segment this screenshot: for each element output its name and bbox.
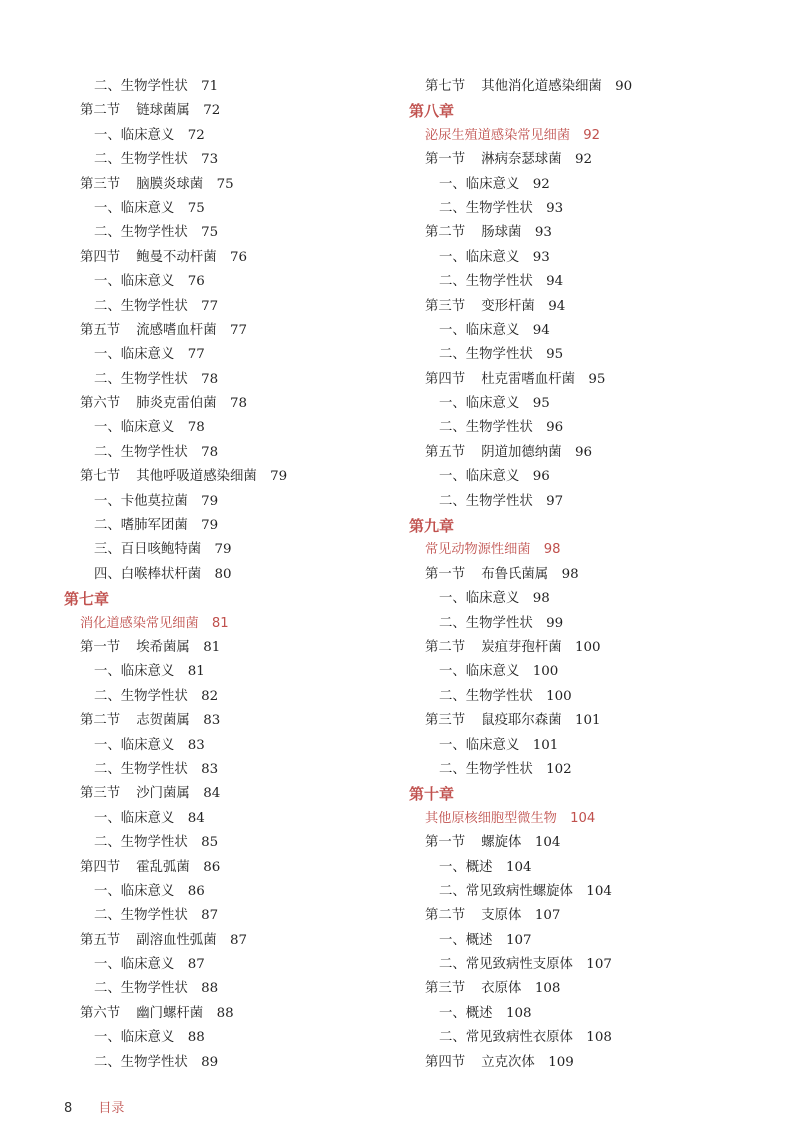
page-ref: 104 xyxy=(570,810,596,826)
toc-section-entry[interactable] xyxy=(409,148,789,172)
item-label: 二、生物学性状 xyxy=(94,981,188,997)
page-ref: 107 xyxy=(505,932,532,948)
toc-item-entry[interactable] xyxy=(409,685,789,709)
page-ref: 78 xyxy=(201,371,219,387)
section-title: 鲍曼不动杆菌 xyxy=(136,249,217,265)
section-number: 第七节 xyxy=(80,469,121,485)
page-ref: 107 xyxy=(586,957,612,973)
page-ref: 88 xyxy=(187,1030,205,1046)
toc-item-entry[interactable] xyxy=(409,246,789,270)
toc-item-entry[interactable] xyxy=(64,1051,394,1075)
toc-item-entry[interactable] xyxy=(64,124,394,148)
item-label: 二、生物学性状 xyxy=(94,444,188,460)
page-ref: 101 xyxy=(574,713,601,729)
toc-item-entry[interactable] xyxy=(409,343,789,367)
item-label: 二、生物学性状 xyxy=(439,274,533,290)
item-label: 一、概述 xyxy=(439,1005,493,1021)
chapter-title-text: 其他原核细胞型微生物 xyxy=(425,810,557,826)
page-ref: 72 xyxy=(203,103,221,119)
page-ref: 94 xyxy=(546,274,564,290)
page-ref: 99 xyxy=(546,615,564,631)
section-number: 第七节 xyxy=(425,79,466,94)
section-title: 霍乱弧菌 xyxy=(136,859,190,875)
section-number: 第五节 xyxy=(80,932,121,948)
toc-item-entry[interactable] xyxy=(64,490,394,514)
page-ref: 87 xyxy=(187,957,205,973)
item-label: 二、生物学性状 xyxy=(94,1054,188,1070)
item-label: 一、临床意义 xyxy=(439,249,520,265)
toc-item-entry[interactable] xyxy=(64,685,394,709)
item-label: 一、临床意义 xyxy=(94,810,175,826)
toc-item-entry[interactable] xyxy=(409,173,789,197)
toc-item-entry[interactable] xyxy=(409,880,789,904)
toc-item-entry[interactable] xyxy=(64,295,394,319)
toc-item-entry[interactable] xyxy=(409,929,789,953)
item-label: 一、临床意义 xyxy=(94,200,175,216)
chapter-title-text: 常见动物源性细菌 xyxy=(425,542,531,558)
item-label: 一、卡他莫拉菌 xyxy=(94,493,188,509)
toc-section-entry[interactable] xyxy=(64,929,394,953)
item-label: 一、临床意义 xyxy=(94,420,175,436)
page-ref: 108 xyxy=(586,1030,612,1046)
page-ref: 75 xyxy=(201,225,219,241)
toc-left-column xyxy=(64,75,394,1075)
page-ref: 79 xyxy=(214,542,232,558)
section-number: 第三节 xyxy=(425,298,466,314)
item-label: 一、临床意义 xyxy=(439,737,520,753)
item-label: 一、临床意义 xyxy=(94,957,175,973)
page-ref: 92 xyxy=(583,127,601,143)
section-title: 脑膜炎球菌 xyxy=(136,176,204,192)
section-title: 螺旋体 xyxy=(481,835,522,851)
item-label: 二、生物学性状 xyxy=(439,688,533,704)
toc-item-entry[interactable] xyxy=(64,904,394,928)
toc-item-entry[interactable] xyxy=(409,660,789,684)
item-label: 一、临床意义 xyxy=(439,469,520,485)
toc-section-entry[interactable] xyxy=(64,319,394,343)
page-ref: 108 xyxy=(505,1005,532,1021)
toc-item-entry[interactable] xyxy=(409,1002,789,1026)
toc-section-entry[interactable] xyxy=(409,441,789,465)
page-ref: 104 xyxy=(534,835,561,851)
page-ref: 77 xyxy=(187,347,205,363)
page-ref: 80 xyxy=(214,566,232,582)
page-ref: 77 xyxy=(229,322,248,338)
item-label: 一、临床意义 xyxy=(94,274,175,290)
page-ref: 87 xyxy=(201,908,219,924)
toc-section-entry[interactable] xyxy=(409,295,789,319)
item-label: 二、生物学性状 xyxy=(94,79,188,94)
toc-item-entry[interactable] xyxy=(409,392,789,416)
section-title: 链球菌属 xyxy=(136,103,190,119)
toc-item-entry[interactable] xyxy=(64,416,394,440)
item-label: 三、百日咳鲍特菌 xyxy=(94,542,202,558)
toc-item-entry[interactable] xyxy=(409,465,789,489)
page-ref: 93 xyxy=(546,200,564,216)
item-label: 四、白喉棒状杆菌 xyxy=(94,566,202,582)
toc-item-entry[interactable] xyxy=(64,807,394,831)
chapter-number: 第七章 xyxy=(64,590,110,609)
page-ref: 93 xyxy=(532,249,550,265)
toc-chapter-title[interactable] xyxy=(409,124,789,148)
page-ref: 78 xyxy=(201,444,219,460)
section-number: 第三节 xyxy=(80,176,121,192)
toc-item-entry[interactable] xyxy=(409,587,789,611)
section-number: 第二节 xyxy=(425,225,466,241)
page-ref: 85 xyxy=(201,835,219,851)
page-ref: 72 xyxy=(187,127,205,143)
page-ref: 81 xyxy=(211,615,229,631)
item-label: 一、概述 xyxy=(439,859,493,875)
section-title: 变形杆菌 xyxy=(481,298,535,314)
item-label: 二、生物学性状 xyxy=(439,420,533,436)
page-ref: 77 xyxy=(201,298,219,314)
page-ref: 107 xyxy=(534,908,561,924)
item-label: 二、生物学性状 xyxy=(94,225,188,241)
toc-chapter-heading[interactable] xyxy=(409,99,789,123)
toc-item-entry[interactable] xyxy=(409,612,789,636)
section-title: 立克次体 xyxy=(481,1054,535,1070)
toc-section-entry[interactable] xyxy=(409,75,789,99)
item-label: 二、生物学性状 xyxy=(94,298,188,314)
section-number: 第一节 xyxy=(425,835,466,851)
toc-section-entry[interactable] xyxy=(64,1002,394,1026)
item-label: 一、临床意义 xyxy=(94,737,175,753)
toc-section-entry[interactable] xyxy=(409,1051,789,1075)
toc-item-entry[interactable] xyxy=(64,758,394,782)
item-label: 二、生物学性状 xyxy=(439,200,533,216)
page-ref: 97 xyxy=(546,493,564,509)
toc-item-entry[interactable] xyxy=(409,1026,789,1050)
page-ref: 95 xyxy=(546,347,564,363)
toc-chapter-heading[interactable] xyxy=(409,514,789,538)
toc-item-entry[interactable] xyxy=(64,1026,394,1050)
section-title: 沙门菌属 xyxy=(136,786,190,802)
toc-section-entry[interactable] xyxy=(64,246,394,270)
item-label: 二、常见致病性螺旋体 xyxy=(439,883,573,899)
page-ref: 98 xyxy=(543,542,561,558)
section-number: 第一节 xyxy=(425,566,466,582)
toc-chapter-title[interactable] xyxy=(409,538,789,562)
page-ref: 79 xyxy=(201,518,219,534)
page-ref: 108 xyxy=(534,981,561,997)
toc-section-entry[interactable] xyxy=(64,636,394,660)
toc-section-entry[interactable] xyxy=(409,977,789,1001)
toc-item-entry[interactable] xyxy=(409,758,789,782)
item-label: 二、嗜肺军团菌 xyxy=(94,518,188,534)
section-title: 鼠疫耶尔森菌 xyxy=(481,713,562,729)
page-ref: 94 xyxy=(548,298,566,314)
toc-section-entry[interactable] xyxy=(409,904,789,928)
toc-item-entry[interactable] xyxy=(64,538,394,562)
chapter-title-text: 泌尿生殖道感染常见细菌 xyxy=(425,127,571,143)
section-number: 第三节 xyxy=(425,981,466,997)
page-ref: 96 xyxy=(532,469,550,485)
section-number: 第六节 xyxy=(80,396,121,412)
item-label: 一、临床意义 xyxy=(439,322,520,338)
section-number: 第三节 xyxy=(80,786,121,802)
section-number: 第五节 xyxy=(425,444,466,460)
page-ref: 78 xyxy=(229,396,248,412)
toc-section-entry[interactable] xyxy=(64,99,394,123)
toc-section-entry[interactable] xyxy=(409,636,789,660)
page-ref: 76 xyxy=(187,274,205,290)
toc-section-entry[interactable] xyxy=(64,392,394,416)
toc-item-entry[interactable] xyxy=(64,368,394,392)
section-number: 第四节 xyxy=(425,371,466,387)
toc-item-entry[interactable] xyxy=(409,416,789,440)
page-ref: 96 xyxy=(546,420,564,436)
page-ref: 93 xyxy=(534,225,552,241)
page-ref: 98 xyxy=(561,566,579,582)
item-label: 一、临床意义 xyxy=(439,396,520,412)
section-number: 第二节 xyxy=(425,639,466,655)
section-title: 副溶血性弧菌 xyxy=(136,932,217,948)
toc-item-entry[interactable] xyxy=(64,441,394,465)
page-ref: 96 xyxy=(574,444,593,460)
item-label: 二、生物学性状 xyxy=(94,152,188,168)
page-ref: 71 xyxy=(201,79,219,94)
chapter-number: 第十章 xyxy=(409,785,455,804)
toc-item-entry[interactable] xyxy=(64,343,394,367)
page-ref: 83 xyxy=(203,713,221,729)
page-ref: 98 xyxy=(532,591,550,607)
toc-section-entry[interactable] xyxy=(64,465,394,489)
section-title: 支原体 xyxy=(481,908,522,924)
toc-item-entry[interactable] xyxy=(64,977,394,1001)
page-ref: 83 xyxy=(187,737,205,753)
toc-chapter-heading[interactable] xyxy=(64,587,394,611)
page-ref: 89 xyxy=(201,1054,219,1070)
toc-section-entry[interactable] xyxy=(409,563,789,587)
toc-item-entry[interactable] xyxy=(64,953,394,977)
toc-item-entry[interactable] xyxy=(64,197,394,221)
toc-item-entry[interactable] xyxy=(64,270,394,294)
page-ref: 79 xyxy=(270,469,288,485)
section-title: 阴道加德纳菌 xyxy=(481,444,562,460)
item-label: 一、临床意义 xyxy=(439,664,520,680)
item-label: 二、常见致病性支原体 xyxy=(439,957,573,973)
page-footer xyxy=(64,1097,124,1116)
page-number: 8 xyxy=(64,1101,73,1116)
section-number: 第二节 xyxy=(80,713,121,729)
item-label: 一、临床意义 xyxy=(94,347,175,363)
section-number: 第四节 xyxy=(80,859,121,875)
toc-item-entry[interactable] xyxy=(409,953,789,977)
toc-item-entry[interactable] xyxy=(409,490,789,514)
page-ref: 95 xyxy=(588,371,606,387)
page-ref: 92 xyxy=(532,176,550,192)
page-ref: 86 xyxy=(187,883,205,899)
section-number: 第一节 xyxy=(425,152,466,168)
toc-section-entry[interactable] xyxy=(409,368,789,392)
page-ref: 101 xyxy=(532,737,559,753)
page-ref: 78 xyxy=(187,420,205,436)
item-label: 二、生物学性状 xyxy=(94,761,188,777)
toc-section-entry[interactable] xyxy=(409,221,789,245)
page-ref: 109 xyxy=(548,1054,574,1070)
page-ref: 83 xyxy=(201,761,219,777)
page-ref: 86 xyxy=(203,859,221,875)
section-number: 第六节 xyxy=(80,1005,121,1021)
page-ref: 102 xyxy=(546,761,572,777)
section-title: 肺炎克雷伯菌 xyxy=(136,396,217,412)
page-ref: 88 xyxy=(216,1005,234,1021)
section-number: 第四节 xyxy=(425,1054,466,1070)
toc-item-entry[interactable] xyxy=(64,148,394,172)
footer-section-label: 目录 xyxy=(98,1101,125,1116)
toc-section-entry[interactable] xyxy=(64,856,394,880)
toc-item-entry[interactable] xyxy=(409,197,789,221)
toc-item-entry[interactable] xyxy=(409,319,789,343)
page-ref: 88 xyxy=(201,981,219,997)
section-title: 志贺菌属 xyxy=(136,713,190,729)
section-title: 流感嗜血杆菌 xyxy=(136,322,217,338)
toc-item-entry[interactable] xyxy=(64,563,394,587)
section-title: 其他消化道感染细菌 xyxy=(481,79,602,94)
item-label: 二、常见致病性衣原体 xyxy=(439,1030,573,1046)
section-title: 布鲁氏菌属 xyxy=(481,566,549,582)
toc-section-entry[interactable] xyxy=(64,782,394,806)
section-number: 第五节 xyxy=(80,322,121,338)
page-ref: 82 xyxy=(201,688,219,704)
page-ref: 92 xyxy=(574,152,593,168)
chapter-number: 第九章 xyxy=(409,517,455,536)
toc-chapter-title[interactable] xyxy=(409,807,789,831)
section-number: 第三节 xyxy=(425,713,466,729)
page-ref: 75 xyxy=(216,176,234,192)
toc-item-entry[interactable] xyxy=(64,75,394,99)
item-label: 一、临床意义 xyxy=(94,883,175,899)
page-ref: 81 xyxy=(187,664,205,680)
toc-chapter-heading[interactable] xyxy=(409,782,789,806)
page-ref: 100 xyxy=(532,664,559,680)
item-label: 二、生物学性状 xyxy=(94,835,188,851)
item-label: 一、临床意义 xyxy=(94,127,175,143)
section-number: 第四节 xyxy=(80,249,121,265)
section-title: 炭疽芽孢杆菌 xyxy=(481,639,562,655)
page-ref: 76 xyxy=(229,249,248,265)
chapter-number: 第八章 xyxy=(409,102,455,121)
chapter-title-text: 消化道感染常见细菌 xyxy=(80,615,199,631)
section-title: 幽门螺杆菌 xyxy=(136,1005,204,1021)
page-ref: 90 xyxy=(615,79,633,94)
toc-item-entry[interactable] xyxy=(409,734,789,758)
toc-right-column xyxy=(409,75,789,1075)
section-title: 杜克雷嗜血杆菌 xyxy=(481,371,575,387)
page-ref: 104 xyxy=(505,859,532,875)
item-label: 二、生物学性状 xyxy=(94,688,188,704)
section-number: 第一节 xyxy=(80,639,121,655)
item-label: 一、临床意义 xyxy=(439,591,520,607)
page-ref: 73 xyxy=(201,152,219,168)
toc-section-entry[interactable] xyxy=(64,173,394,197)
item-label: 二、生物学性状 xyxy=(439,761,533,777)
page-ref: 87 xyxy=(229,932,248,948)
section-title: 衣原体 xyxy=(481,981,522,997)
item-label: 二、生物学性状 xyxy=(439,493,533,509)
item-label: 一、临床意义 xyxy=(94,664,175,680)
section-title: 其他呼吸道感染细菌 xyxy=(136,469,257,485)
section-title: 淋病奈瑟球菌 xyxy=(481,152,562,168)
item-label: 一、概述 xyxy=(439,932,493,948)
toc-item-entry[interactable] xyxy=(64,514,394,538)
toc-item-entry[interactable] xyxy=(64,221,394,245)
toc-section-entry[interactable] xyxy=(409,709,789,733)
section-number: 第二节 xyxy=(80,103,121,119)
page-ref: 100 xyxy=(574,639,601,655)
toc-section-entry[interactable] xyxy=(64,709,394,733)
toc-chapter-title[interactable] xyxy=(64,612,394,636)
page-ref: 100 xyxy=(546,688,572,704)
item-label: 一、临床意义 xyxy=(94,1030,175,1046)
page-ref: 104 xyxy=(586,883,612,899)
item-label: 二、生物学性状 xyxy=(439,615,533,631)
page-ref: 84 xyxy=(187,810,205,826)
page-ref: 75 xyxy=(187,200,205,216)
page-ref: 84 xyxy=(203,786,221,802)
page-ref: 94 xyxy=(532,322,550,338)
page-ref: 81 xyxy=(203,639,221,655)
toc-item-entry[interactable] xyxy=(64,831,394,855)
section-title: 埃希菌属 xyxy=(136,639,190,655)
item-label: 二、生物学性状 xyxy=(94,908,188,924)
toc-section-entry[interactable] xyxy=(409,831,789,855)
section-title: 肠球菌 xyxy=(481,225,522,241)
item-label: 一、临床意义 xyxy=(439,176,520,192)
toc-item-entry[interactable] xyxy=(409,856,789,880)
item-label: 二、生物学性状 xyxy=(94,371,188,387)
item-label: 二、生物学性状 xyxy=(439,347,533,363)
toc-item-entry[interactable] xyxy=(64,734,394,758)
toc-item-entry[interactable] xyxy=(64,660,394,684)
page-ref: 95 xyxy=(532,396,550,412)
section-number: 第二节 xyxy=(425,908,466,924)
toc-item-entry[interactable] xyxy=(409,270,789,294)
page-ref: 79 xyxy=(201,493,219,509)
toc-item-entry[interactable] xyxy=(64,880,394,904)
